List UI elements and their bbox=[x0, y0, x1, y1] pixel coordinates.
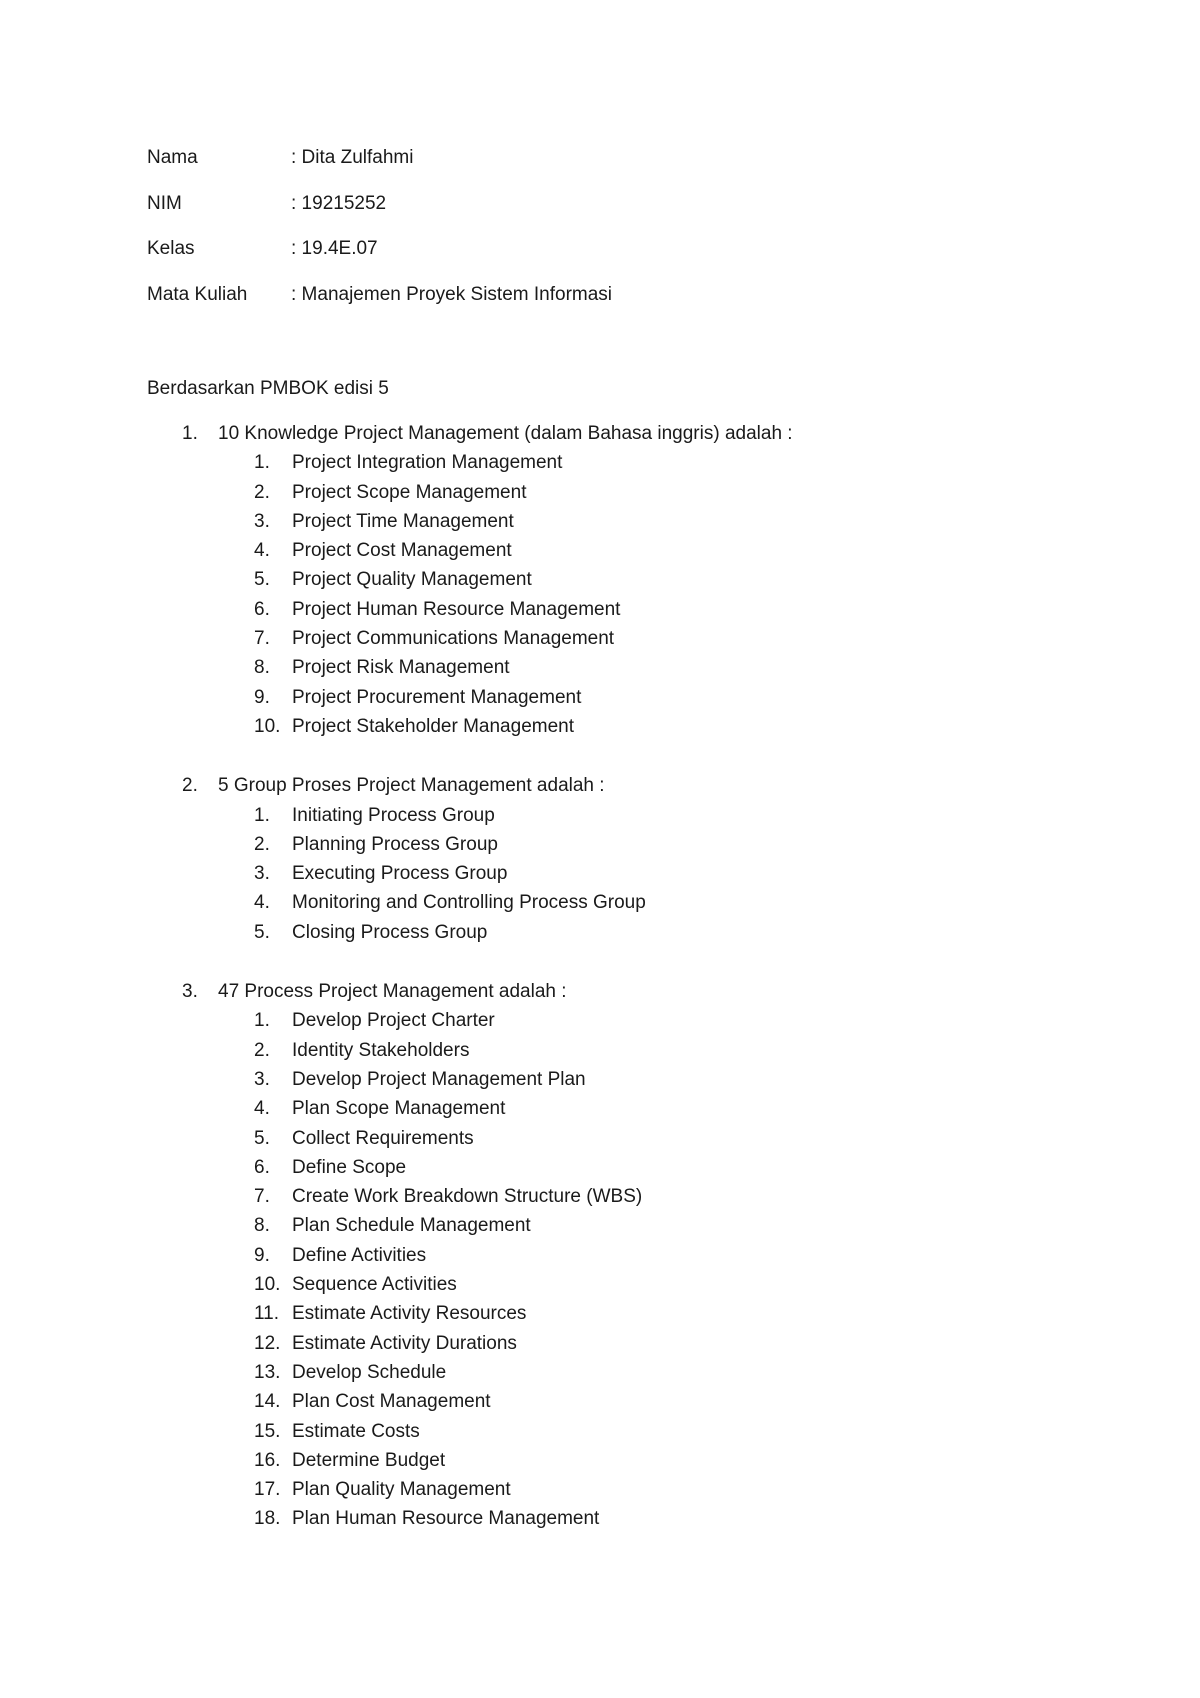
list-item-text: Project Integration Management bbox=[292, 452, 563, 474]
list-item bbox=[0, 1420, 1200, 1449]
list-item-text: Create Work Breakdown Structure (WBS) bbox=[292, 1186, 643, 1208]
section-1 bbox=[0, 422, 1200, 744]
field-label: Mata Kuliah bbox=[147, 283, 248, 305]
list-item bbox=[0, 568, 1200, 597]
list-item-number: 4. bbox=[254, 1098, 270, 1120]
list-item-number: 5. bbox=[254, 921, 270, 943]
list-item bbox=[0, 833, 1200, 862]
list-item-number: 9. bbox=[254, 686, 270, 708]
list-item-number: 2. bbox=[254, 481, 270, 503]
section-number: 2. bbox=[182, 775, 198, 797]
list-item-text: Executing Process Group bbox=[292, 863, 508, 885]
list-item-text: Plan Schedule Management bbox=[292, 1215, 531, 1237]
list-item bbox=[0, 1214, 1200, 1243]
list-item-text: Project Scope Management bbox=[292, 481, 527, 503]
list-item-number: 8. bbox=[254, 657, 270, 679]
list-item bbox=[0, 921, 1200, 950]
list-item-number: 2. bbox=[254, 1039, 270, 1061]
list-item-number: 7. bbox=[254, 628, 270, 650]
list-item bbox=[0, 627, 1200, 656]
list-item-text: Monitoring and Controlling Process Group bbox=[292, 892, 646, 914]
list-item-text: Identity Stakeholders bbox=[292, 1039, 470, 1061]
list-item bbox=[0, 804, 1200, 833]
list-item-text: Plan Human Resource Management bbox=[292, 1508, 600, 1530]
list-item-number: 7. bbox=[254, 1186, 270, 1208]
list-item-number: 14. bbox=[254, 1391, 281, 1413]
list-item bbox=[0, 1449, 1200, 1478]
list-item bbox=[0, 1156, 1200, 1185]
list-item bbox=[0, 1302, 1200, 1331]
list-item-text: Project Cost Management bbox=[292, 540, 512, 562]
section-title-row bbox=[0, 774, 1200, 803]
sections-list bbox=[0, 422, 1200, 1567]
list-item-text: Define Activities bbox=[292, 1244, 427, 1266]
list-item-number: 1. bbox=[254, 1010, 270, 1032]
list-item bbox=[0, 1009, 1200, 1038]
list-item bbox=[0, 1273, 1200, 1302]
list-item-number: 3. bbox=[254, 510, 270, 532]
list-item-text: Initiating Process Group bbox=[292, 804, 495, 826]
list-item-number: 8. bbox=[254, 1215, 270, 1237]
list-item-number: 10. bbox=[254, 1274, 281, 1296]
list-item bbox=[0, 1390, 1200, 1419]
list-item-text: Define Scope bbox=[292, 1156, 407, 1178]
section-title-row bbox=[0, 422, 1200, 451]
list-item-number: 11. bbox=[254, 1303, 280, 1325]
list-item-number: 3. bbox=[254, 1068, 270, 1090]
list-item bbox=[0, 862, 1200, 891]
list-item-number: 5. bbox=[254, 569, 270, 591]
section-2 bbox=[0, 774, 1200, 950]
list-item-text: Plan Cost Management bbox=[292, 1391, 491, 1413]
list-item-text: Plan Quality Management bbox=[292, 1479, 511, 1501]
list-item bbox=[0, 715, 1200, 744]
list-item-number: 1. bbox=[254, 804, 270, 826]
list-item-text: Develop Project Management Plan bbox=[292, 1068, 586, 1090]
list-item-text: Develop Schedule bbox=[292, 1361, 447, 1383]
list-item bbox=[0, 451, 1200, 480]
list-item-number: 1. bbox=[254, 452, 270, 474]
section-3 bbox=[0, 980, 1200, 1537]
list-item bbox=[0, 1185, 1200, 1214]
list-item bbox=[0, 1507, 1200, 1536]
list-item-number: 10. bbox=[254, 715, 281, 737]
section-number: 3. bbox=[182, 981, 198, 1003]
list-item-number: 15. bbox=[254, 1420, 281, 1442]
list-item-text: Determine Budget bbox=[292, 1449, 446, 1471]
field-nim bbox=[147, 192, 612, 238]
section-number: 1. bbox=[182, 423, 198, 444]
list-item-text: Project Stakeholder Management bbox=[292, 715, 574, 737]
field-mata-kuliah bbox=[147, 283, 612, 329]
list-item-text: Project Time Management bbox=[292, 510, 514, 532]
list-item-text: Estimate Activity Resources bbox=[292, 1303, 527, 1325]
list-item bbox=[0, 656, 1200, 685]
list-item bbox=[0, 539, 1200, 568]
list-item-text: Project Quality Management bbox=[292, 569, 532, 591]
list-item bbox=[0, 1127, 1200, 1156]
list-item-text: Closing Process Group bbox=[292, 921, 488, 943]
section-title: 10 Knowledge Project Management (dalam Bahasa inggris) adalah : bbox=[218, 423, 793, 444]
list-item-text: Estimate Costs bbox=[292, 1420, 420, 1442]
list-item-number: 6. bbox=[254, 598, 270, 620]
list-item-text: Project Procurement Management bbox=[292, 686, 582, 708]
field-value: : Dita Zulfahmi bbox=[291, 147, 414, 168]
list-item bbox=[0, 1068, 1200, 1097]
student-info bbox=[147, 146, 612, 328]
list-item-text: Sequence Activities bbox=[292, 1274, 457, 1296]
list-item-number: 4. bbox=[254, 540, 270, 562]
list-item-text: Collect Requirements bbox=[292, 1127, 474, 1149]
list-item-number: 17. bbox=[254, 1479, 281, 1501]
field-label: NIM bbox=[147, 192, 182, 214]
list-item-text: Develop Project Charter bbox=[292, 1010, 495, 1032]
list-item bbox=[0, 686, 1200, 715]
field-value: : Manajemen Proyek Sistem Informasi bbox=[291, 283, 613, 305]
list-item-text: Plan Scope Management bbox=[292, 1098, 506, 1120]
field-label: Kelas bbox=[147, 238, 195, 259]
list-item bbox=[0, 598, 1200, 627]
list-item bbox=[0, 1478, 1200, 1507]
list-item-text: Project Risk Management bbox=[292, 657, 510, 679]
list-item-number: 6. bbox=[254, 1156, 270, 1178]
list-item bbox=[0, 1361, 1200, 1390]
section-title: 5 Group Proses Project Management adalah : bbox=[218, 775, 605, 797]
field-nama bbox=[147, 146, 612, 192]
list-item-number: 4. bbox=[254, 892, 270, 914]
field-value: : 19.4E.07 bbox=[291, 238, 378, 259]
field-kelas bbox=[147, 237, 612, 283]
list-item bbox=[0, 1097, 1200, 1126]
section-title-row bbox=[0, 980, 1200, 1009]
list-item-text: Planning Process Group bbox=[292, 833, 498, 855]
list-item-number: 13. bbox=[254, 1361, 281, 1383]
section-title: 47 Process Project Management adalah : bbox=[218, 981, 567, 1003]
list-item-number: 16. bbox=[254, 1449, 281, 1471]
list-item-text: Project Communications Management bbox=[292, 628, 615, 650]
list-item-text: Project Human Resource Management bbox=[292, 598, 621, 620]
list-item bbox=[0, 1244, 1200, 1273]
list-item bbox=[0, 891, 1200, 920]
field-label: Nama bbox=[147, 147, 198, 168]
list-item bbox=[0, 510, 1200, 539]
list-item-number: 12. bbox=[254, 1332, 281, 1354]
list-item bbox=[0, 1332, 1200, 1361]
field-value: : 19215252 bbox=[291, 192, 387, 214]
list-item-number: 9. bbox=[254, 1244, 270, 1266]
list-item-number: 2. bbox=[254, 833, 270, 855]
list-item-number: 5. bbox=[254, 1127, 270, 1149]
intro-text: Berdasarkan PMBOK edisi 5 bbox=[147, 378, 389, 399]
list-item-text: Estimate Activity Durations bbox=[292, 1332, 517, 1354]
list-item-number: 18. bbox=[254, 1508, 281, 1530]
list-item bbox=[0, 1039, 1200, 1068]
list-item bbox=[0, 481, 1200, 510]
list-item-number: 3. bbox=[254, 863, 270, 885]
